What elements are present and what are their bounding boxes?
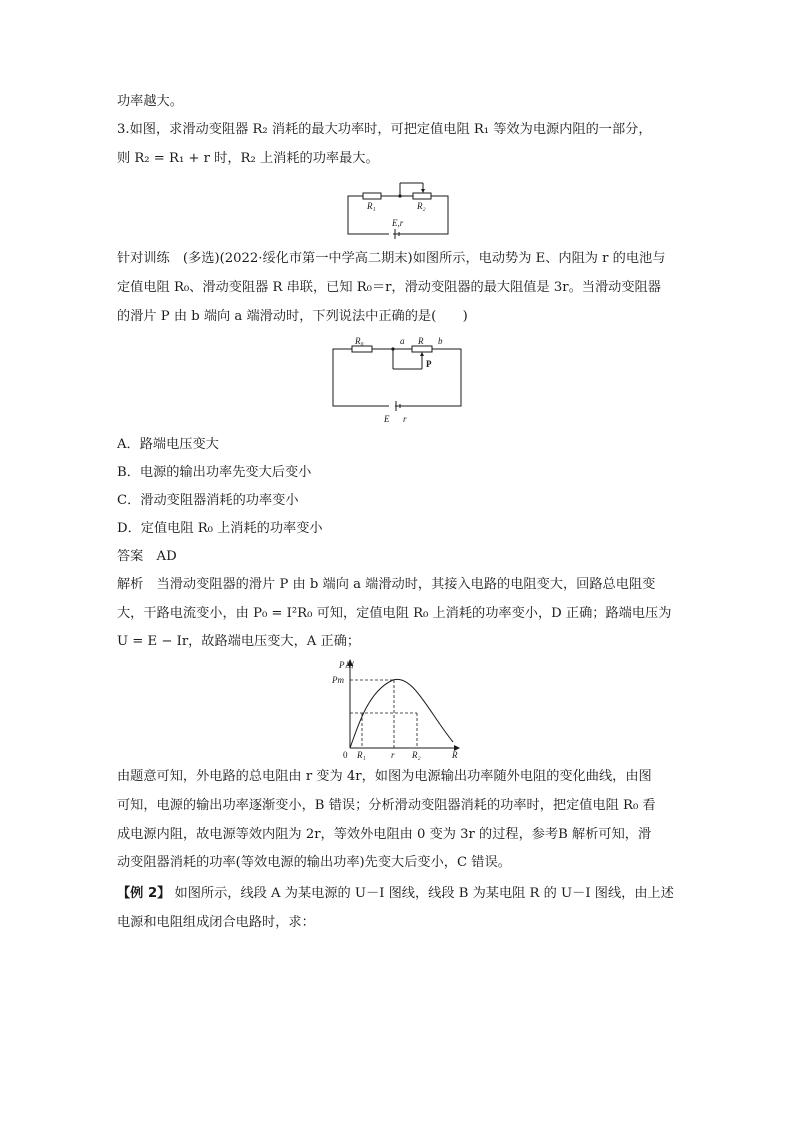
label-r1: R₁ — [367, 201, 376, 211]
label-er: E,r — [392, 218, 404, 228]
label-internal-r: r — [403, 414, 407, 424]
label-pm: Pm — [332, 675, 344, 685]
example-text: 如图所示，线段 A 为某电源的 U－I 图线，线段 B 为某电阻 R 的 U－I 图线，由上述 — [174, 886, 674, 901]
text-line: 3.如图，求滑动变阻器 R₂ 消耗的最大功率时，可把定值电阻 R₁ 等效为电源内阻的一部分， — [117, 122, 652, 137]
text-line: 定值电阻 R₀、滑动变阻器 R 串联，已知 R₀＝r，滑动变阻器的最大阻值是 3r。当滑动变阻器 — [117, 280, 661, 295]
text-line: 功率越大。 — [117, 94, 183, 109]
text-line: 针对训练 (多选)(2022·绥化市第一中学高二期末)如图所示，电动势为 E、内阻为 r 的电池与 — [117, 251, 666, 266]
option-c: C．滑动变阻器消耗的功率变小 — [117, 493, 299, 508]
text-line: 电源和电阻组成闭合电路时，求： — [117, 915, 315, 930]
label-e: E — [384, 414, 390, 424]
label-b: b — [438, 336, 443, 346]
label-origin: 0 — [343, 750, 348, 760]
text-line: U = E − Ir，故路端电压变大，A 正确； — [117, 634, 361, 649]
circuit-figure-1 — [345, 178, 451, 244]
circuit-figure-2 — [330, 334, 464, 426]
tick-r2: R₂ — [412, 750, 421, 760]
label-a: a — [400, 336, 405, 346]
label-r: R — [418, 336, 424, 346]
text-line: 成电源内阻，故电源等效内阻为 2r，等效外电阻由 0 变为 3r 的过程，参考B 解析可知，滑 — [117, 827, 652, 842]
tick-r1: R₁ — [357, 750, 366, 760]
text-line: 解析 当滑动变阻器的滑片 P 由 b 端向 a 端滑动时，其接入电路的电阻变大，回路总电阻变 — [117, 577, 656, 592]
label-p: P — [426, 359, 432, 369]
tick-r: r — [391, 750, 395, 760]
example-tag: 【例 2】 — [117, 886, 171, 901]
option-b: B．电源的输出功率先变大后变小 — [117, 465, 312, 480]
option-a: A．路端电压变大 — [117, 437, 219, 452]
text-line: 则 R₂ = R₁ + r 时，R₂ 上消耗的功率最大。 — [117, 151, 379, 166]
label-r0: R₀ — [355, 336, 364, 346]
text-line: 大，干路电流变小，由 P₀ = I²R₀ 可知，定值电阻 R₀ 上消耗的功率变小，D 正确；路端电压为 — [117, 606, 672, 621]
text-line: 动变阻器消耗的功率(等效电源的输出功率)先变大后变小，C 错误。 — [117, 855, 511, 870]
option-d: D．定值电阻 R₀ 上消耗的功率变小 — [117, 521, 323, 536]
axis-label-R: R — [452, 750, 458, 760]
text-line: 可知，电源的输出功率逐渐变小，B 错误；分析滑动变阻器消耗的功率时，把定值电阻 R₀ 看 — [117, 798, 656, 813]
text-line: 的滑片 P 由 b 端向 a 端滑动时，下列说法中正确的是( ) — [117, 309, 468, 324]
text-line: 由题意可知，外电路的总电阻由 r 变为 4r，如图为电源输出功率随外电阻的变化曲线，由图 — [117, 769, 652, 784]
axis-label-pout: P出 — [339, 660, 354, 670]
example-line — [117, 885, 674, 903]
answer: 答案 AD — [117, 549, 177, 564]
label-r2: R₂ — [417, 201, 426, 211]
power-curve-figure — [328, 656, 468, 762]
